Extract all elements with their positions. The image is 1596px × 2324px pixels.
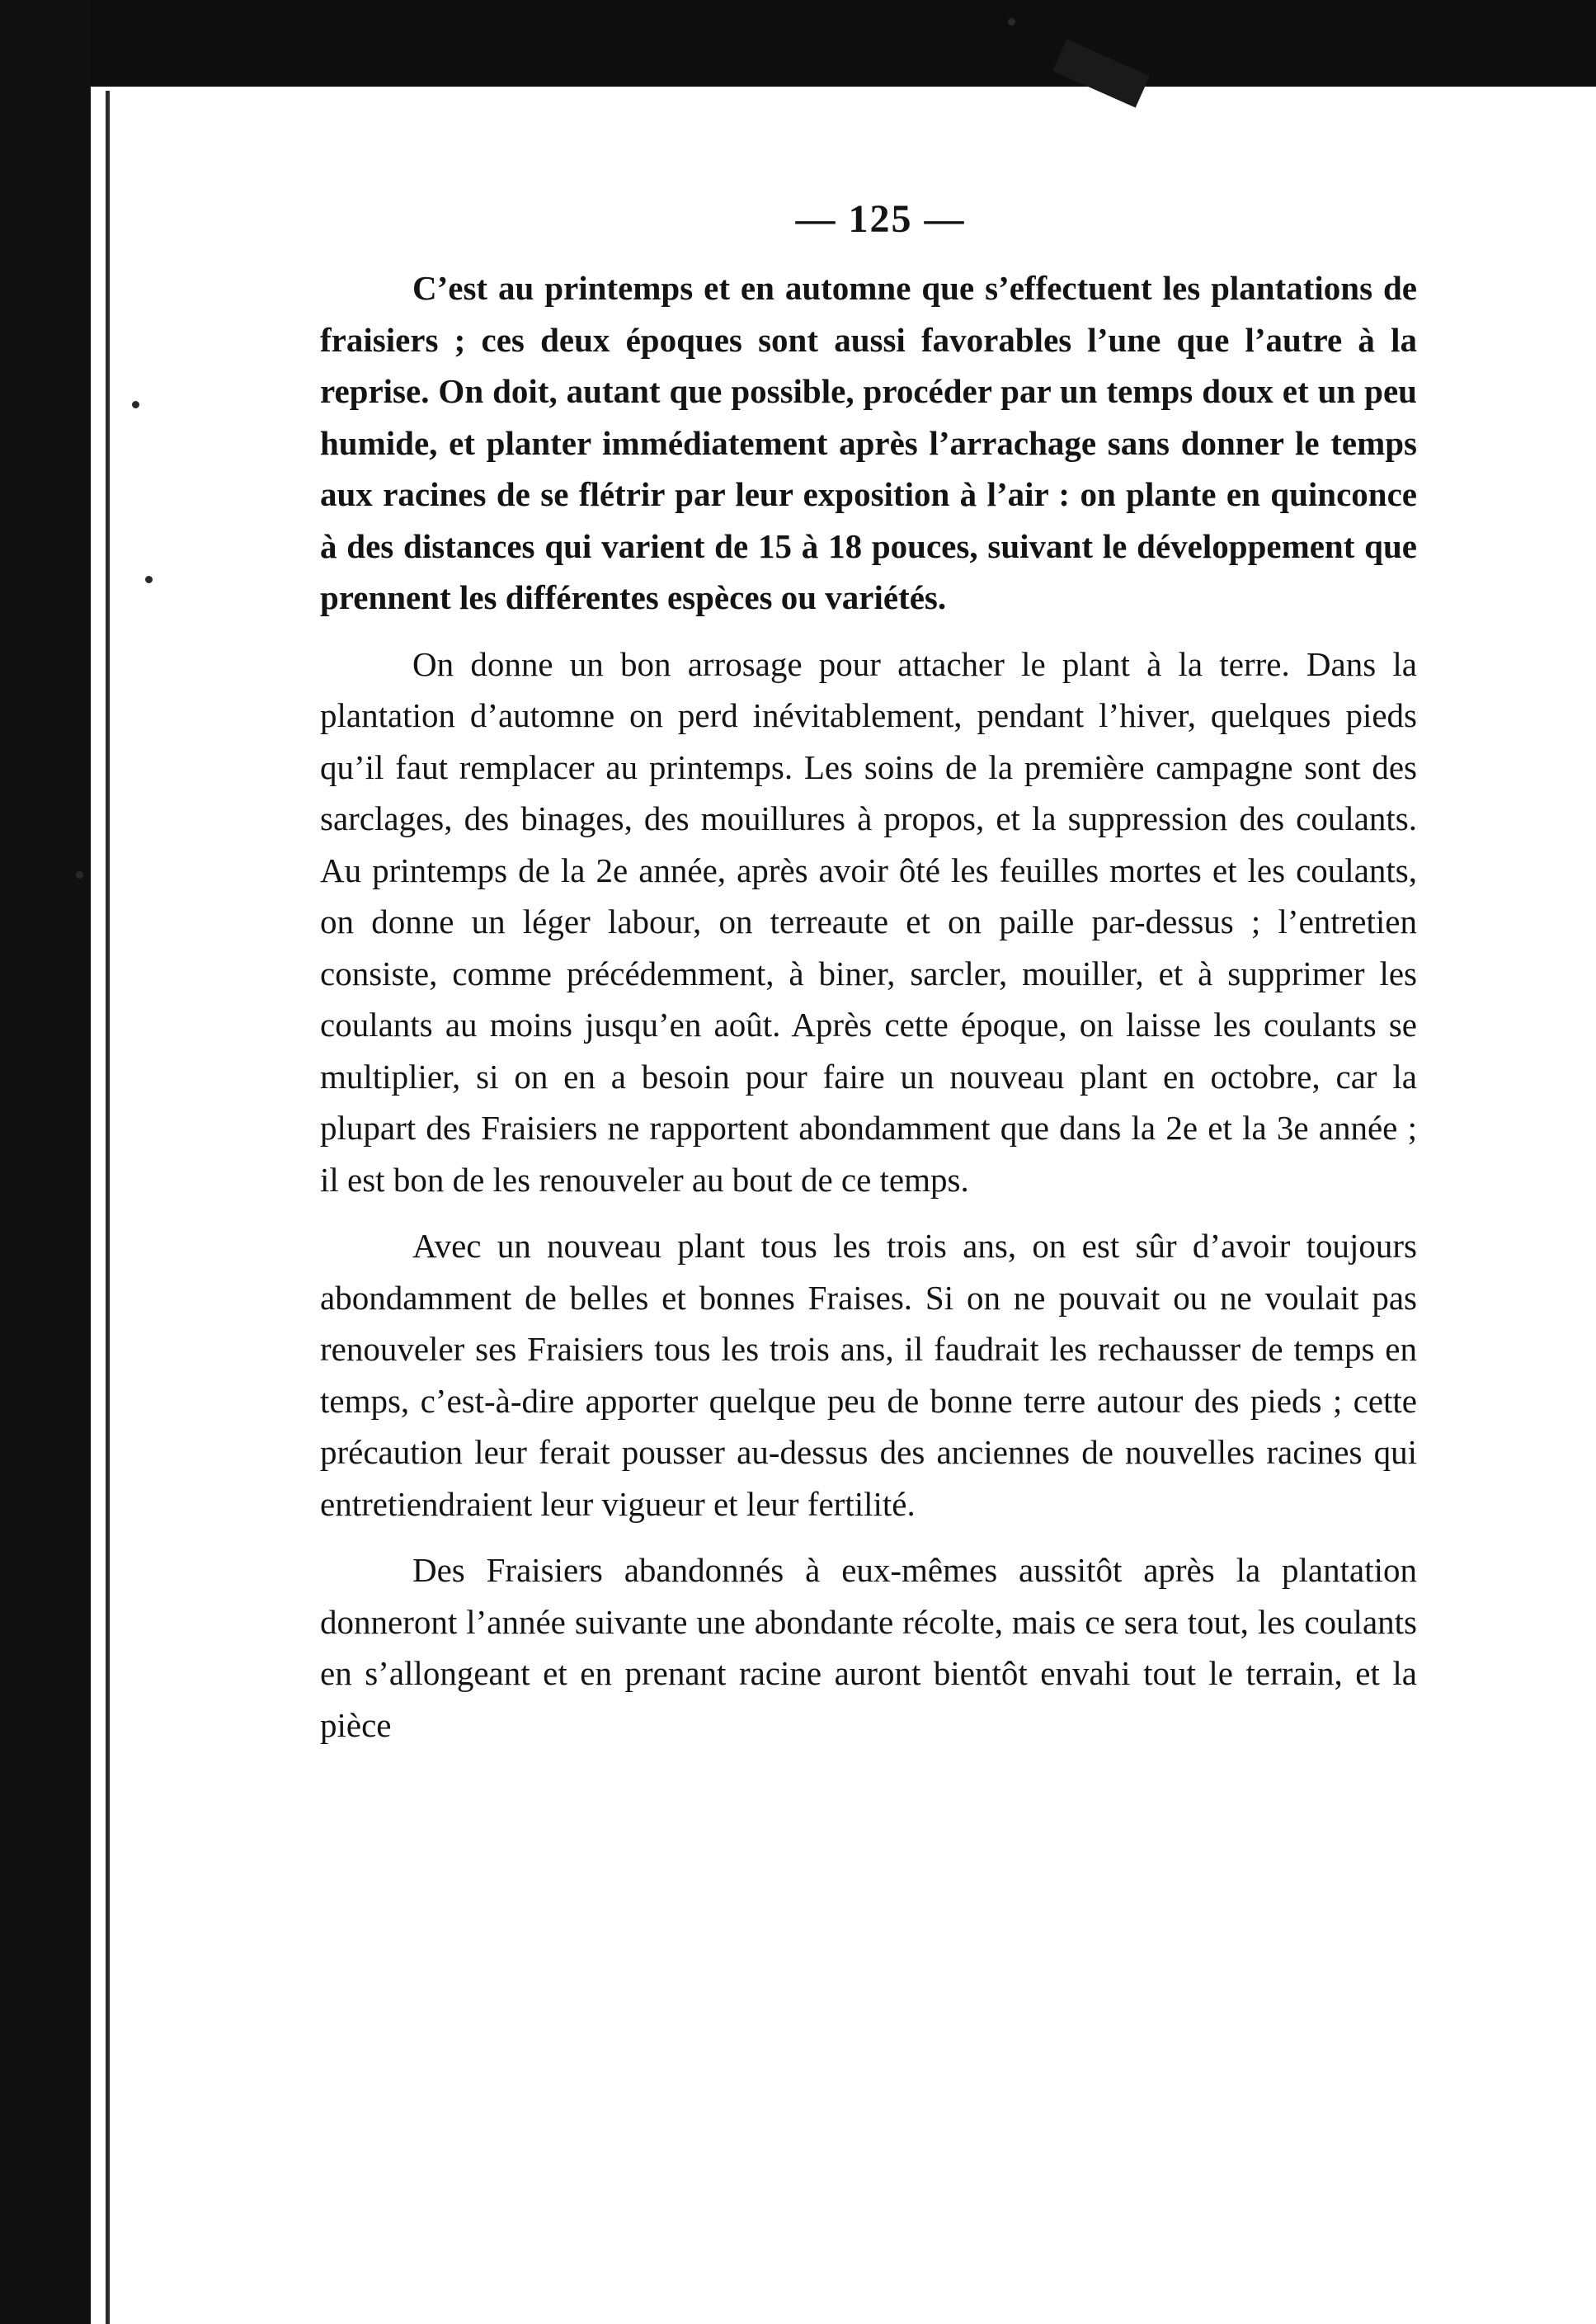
scan-speck [1008, 18, 1015, 26]
scan-top-border [0, 0, 1596, 87]
body-text [320, 262, 1417, 1765]
scan-left-border [0, 0, 91, 2324]
scan-speck [132, 401, 139, 408]
paragraph-3: Avec un nouveau plant tous les trois ans, on est sûr d’avoir toujours abondamment de belles et bonnes Fraises. Si on ne pouvait ou ne voulait pas renouveler ses Fraisiers tous les trois ans, il faudrait les rechausser de temps en temps, c’est-à-dire apporter quelque peu de bonne terre autour des pieds ; cette précaution leur ferait pousser au-dessus des anciennes de nouvelles racines qui entretiendraient leur vigueur et leur fertilité. [320, 1227, 1417, 1523]
paragraph-2: On donne un bon arrosage pour attacher le plant à la terre. Dans la plantation d’automne on perd inévitablement, pendant l’hiver, quelques pieds qu’il faut remplacer au printemps. Les soins de la première campagne sont des sarclages, des binages, des mouillures à propos, et la suppression des coulants. Au printemps de la 2e année, après avoir ôté les feuilles mortes et les coulants, on donne un léger labour, on terreaute et on paille par-dessus ; l’entretien consiste, comme précédemment, à biner, sarcler, mouiller, et à supprimer les coulants au moins jusqu’en août. Après cette époque, on laisse les coulants se multiplier, si on en a besoin pour faire un nouveau plant en octobre, car la plupart des Fraisiers ne rapportent abondamment que dans la 2e et la 3e année ; il est bon de les renouveler au bout de ce temps. [320, 644, 1417, 1199]
page-number: — 125 — [795, 197, 966, 241]
scan-speck [76, 871, 83, 879]
paragraph-1: C’est au printemps et en automne que s’effectuent les plantations de fraisiers ; ces deux époques sont aussi favorables l’une que l’autre à la reprise. On doit, autant que possible, procéder par un temps doux et un peu humide, et planter immédiatement après l’arrachage sans donner le temps aux racines de se flétrir par leur exposition à l’air : on plante en quinconce à des distances qui varient de 15 à 18 pouces, suivant le développement que prennent les différentes espèces ou variétés. [320, 269, 1417, 616]
scan-speck [145, 576, 153, 583]
page-edge-line [106, 91, 110, 2324]
paragraph-4: Des Fraisiers abandonnés à eux-mêmes aussitôt après la plantation donneront l’année suivante une abondante récolte, mais ce sera tout, les coulants en s’allongeant et en prenant racine auront bientôt envahi tout le terrain, et la pièce [320, 1551, 1417, 1744]
